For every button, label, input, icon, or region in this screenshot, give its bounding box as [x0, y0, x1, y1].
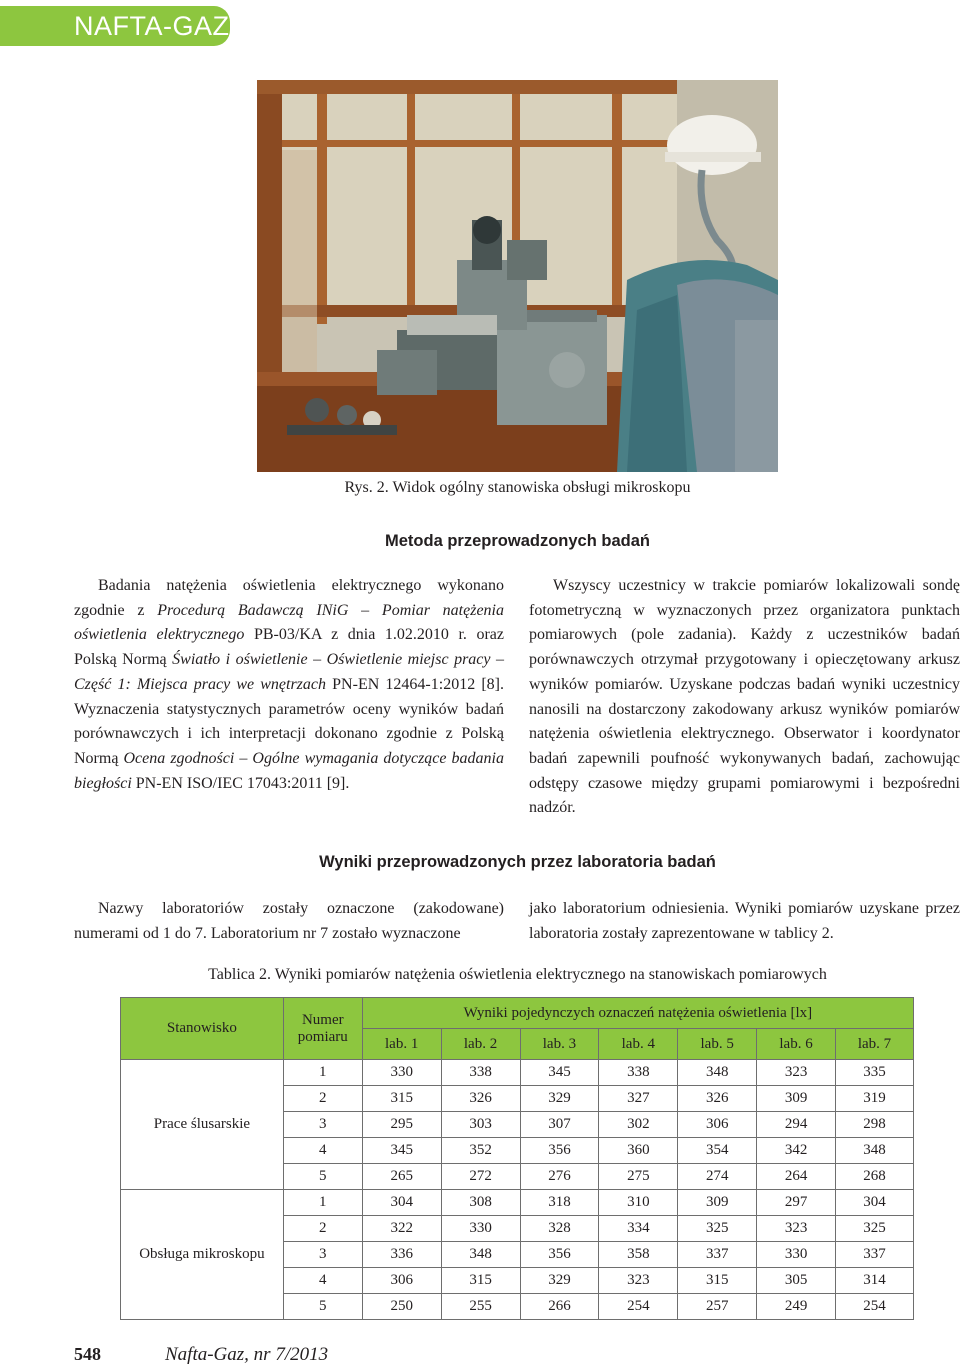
value-cell: 315 — [441, 1268, 520, 1294]
value-cell: 328 — [520, 1216, 599, 1242]
station-cell: Prace ślusarskie — [121, 1060, 284, 1190]
value-cell: 336 — [362, 1242, 441, 1268]
value-cell: 327 — [599, 1086, 678, 1112]
header-lab-7: lab. 7 — [836, 1029, 914, 1060]
value-cell: 334 — [599, 1216, 678, 1242]
value-cell: 322 — [362, 1216, 441, 1242]
value-cell: 307 — [520, 1112, 599, 1138]
results-paragraph-right: jako laboratorium odniesienia. Wyniki pomiarów uzyskane przez laboratoria zostały zaprezentowane w tablicy 2. — [529, 900, 960, 942]
value-cell: 255 — [441, 1294, 520, 1320]
value-cell: 330 — [757, 1242, 836, 1268]
measurement-number-cell: 5 — [283, 1164, 362, 1190]
value-cell: 315 — [362, 1086, 441, 1112]
value-cell: 254 — [599, 1294, 678, 1320]
value-cell: 323 — [757, 1216, 836, 1242]
value-cell: 318 — [520, 1190, 599, 1216]
results-table — [120, 997, 914, 1320]
value-cell: 302 — [599, 1112, 678, 1138]
value-cell: 303 — [441, 1112, 520, 1138]
value-cell: 272 — [441, 1164, 520, 1190]
value-cell: 323 — [599, 1268, 678, 1294]
value-cell: 348 — [441, 1242, 520, 1268]
value-cell: 275 — [599, 1164, 678, 1190]
value-cell: 264 — [757, 1164, 836, 1190]
value-cell: 345 — [362, 1138, 441, 1164]
measurement-number-cell: 4 — [283, 1268, 362, 1294]
value-cell: 330 — [362, 1060, 441, 1086]
value-cell: 326 — [678, 1086, 757, 1112]
value-cell: 306 — [678, 1112, 757, 1138]
figure-caption: Rys. 2. Widok ogólny stanowiska obsługi mikroskopu — [344, 479, 691, 496]
value-cell: 274 — [678, 1164, 757, 1190]
table-row — [121, 1060, 914, 1086]
value-cell: 329 — [520, 1086, 599, 1112]
figure-photo — [257, 80, 778, 472]
header-lab-3: lab. 3 — [520, 1029, 599, 1060]
value-cell: 342 — [757, 1138, 836, 1164]
header-lab-2: lab. 2 — [441, 1029, 520, 1060]
value-cell: 295 — [362, 1112, 441, 1138]
value-cell: 250 — [362, 1294, 441, 1320]
value-cell: 268 — [836, 1164, 914, 1190]
text-run: Badania natężenia oświetlenia elektrycznego wykonano zgodnie z — [74, 577, 504, 619]
value-cell: 304 — [362, 1190, 441, 1216]
value-cell: 319 — [836, 1086, 914, 1112]
value-cell: 305 — [757, 1268, 836, 1294]
header-lab-5: lab. 5 — [678, 1029, 757, 1060]
value-cell: 356 — [520, 1242, 599, 1268]
value-cell: 337 — [678, 1242, 757, 1268]
value-cell: 329 — [520, 1268, 599, 1294]
value-cell: 352 — [441, 1138, 520, 1164]
section-heading-method: Metoda przeprowadzonych badań — [385, 532, 650, 550]
value-cell: 306 — [362, 1268, 441, 1294]
value-cell: 323 — [757, 1060, 836, 1086]
value-cell: 360 — [599, 1138, 678, 1164]
page-number: 548 — [74, 1344, 101, 1364]
italic-text-run: Procedurą Badawczą INiG – Pomiar natężenia oświetlenia elektrycznego — [74, 601, 505, 644]
value-cell: 315 — [678, 1268, 757, 1294]
text-run: PN-EN 12464-1:2012 [8]. Wyznaczenia statystycznych parametrów oceny wyników badań porównawczych i ich interpretacji dokonano zgodnie z Polską Normą — [74, 675, 504, 767]
station-cell: Obsługa mikroskopu — [121, 1190, 284, 1320]
microscope-station-photo — [257, 80, 778, 472]
value-cell: 335 — [836, 1060, 914, 1086]
header-lab-6: lab. 6 — [757, 1029, 836, 1060]
value-cell: 345 — [520, 1060, 599, 1086]
value-cell: 266 — [520, 1294, 599, 1320]
measurement-number-cell: 3 — [283, 1112, 362, 1138]
value-cell: 310 — [599, 1190, 678, 1216]
header-results: Wyniki pojedynczych oznaczeń natężenia oświetlenia [lx] — [362, 998, 913, 1029]
value-cell: 309 — [757, 1086, 836, 1112]
value-cell: 325 — [836, 1216, 914, 1242]
text-run: PB-03/KA z dnia 1.02.2010 r. oraz Polską Normą — [74, 626, 504, 669]
text-run: PN-EN ISO/IEC 17043:2011 [9]. — [131, 774, 350, 792]
section-heading-results: Wyniki przeprowadzonych przez laboratoria badań — [319, 853, 716, 871]
table-row — [121, 1190, 914, 1216]
value-cell: 304 — [836, 1190, 914, 1216]
journal-tab: NAFTA-GAZ — [0, 6, 230, 46]
value-cell: 257 — [678, 1294, 757, 1320]
value-cell: 348 — [836, 1138, 914, 1164]
value-cell: 338 — [441, 1060, 520, 1086]
value-cell: 348 — [678, 1060, 757, 1086]
header-station: Stanowisko — [121, 998, 284, 1060]
value-cell: 337 — [836, 1242, 914, 1268]
value-cell: 326 — [441, 1086, 520, 1112]
results-paragraph-left: Nazwy laboratoriów zostały oznaczone (zakodowane) numerami od 1 do 7. Laboratorium nr 7 zostało wyznaczone — [74, 900, 504, 942]
measurement-number-cell: 2 — [283, 1216, 362, 1242]
header-measurement-number: Numer pomiaru — [283, 998, 362, 1060]
value-cell: 358 — [599, 1242, 678, 1268]
measurement-number-cell: 5 — [283, 1294, 362, 1320]
table-caption: Tablica 2. Wyniki pomiarów natężenia oświetlenia elektrycznego na stanowiskach pomiarowych — [208, 966, 827, 983]
value-cell: 354 — [678, 1138, 757, 1164]
header-lab-4: lab. 4 — [599, 1029, 678, 1060]
value-cell: 309 — [678, 1190, 757, 1216]
value-cell: 314 — [836, 1268, 914, 1294]
method-paragraph-left — [74, 574, 504, 796]
italic-text-run: Ocena zgodności – Ogólne wymagania dotyczące badania biegłości — [74, 749, 505, 792]
measurement-number-cell: 1 — [283, 1060, 362, 1086]
measurement-number-cell: 2 — [283, 1086, 362, 1112]
measurement-number-cell: 3 — [283, 1242, 362, 1268]
value-cell: 330 — [441, 1216, 520, 1242]
method-paragraph-right: Wszyscy uczestnicy w trakcie pomiarów lokalizowali sondę fotometryczną w wyznaczonych przez organizatora punktach pomiarowych (pole zadania). Każdy z uczestników badań porównawczych otrzymał przygotowany i opieczętowany arkusz wyników pomiarów. Uzyskane podczas badań wyniki uczestnicy nanosili na dostarczony zakodowany arkusz wyników pomiarów natężenia oświetlenia elektrycznego. Obserwator i koordynator badań zapewnili poufność wykonywanych badań, zachowując odstępy czasowe między grupami pomiarowymi i bezpośredni nadzór. — [529, 577, 960, 817]
footer-journal: Nafta-Gaz, nr 7/2013 — [165, 1344, 329, 1365]
value-cell: 356 — [520, 1138, 599, 1164]
value-cell: 265 — [362, 1164, 441, 1190]
measurement-number-cell: 4 — [283, 1138, 362, 1164]
value-cell: 276 — [520, 1164, 599, 1190]
value-cell: 294 — [757, 1112, 836, 1138]
measurement-number-cell: 1 — [283, 1190, 362, 1216]
value-cell: 249 — [757, 1294, 836, 1320]
value-cell: 298 — [836, 1112, 914, 1138]
header-lab-1: lab. 1 — [362, 1029, 441, 1060]
value-cell: 297 — [757, 1190, 836, 1216]
value-cell: 325 — [678, 1216, 757, 1242]
value-cell: 338 — [599, 1060, 678, 1086]
value-cell: 254 — [836, 1294, 914, 1320]
italic-text-run: Światło i oświetlenie – Oświetlenie miejsc pracy – Część 1: Miejsca pracy we wnętrzach — [74, 651, 505, 693]
value-cell: 308 — [441, 1190, 520, 1216]
